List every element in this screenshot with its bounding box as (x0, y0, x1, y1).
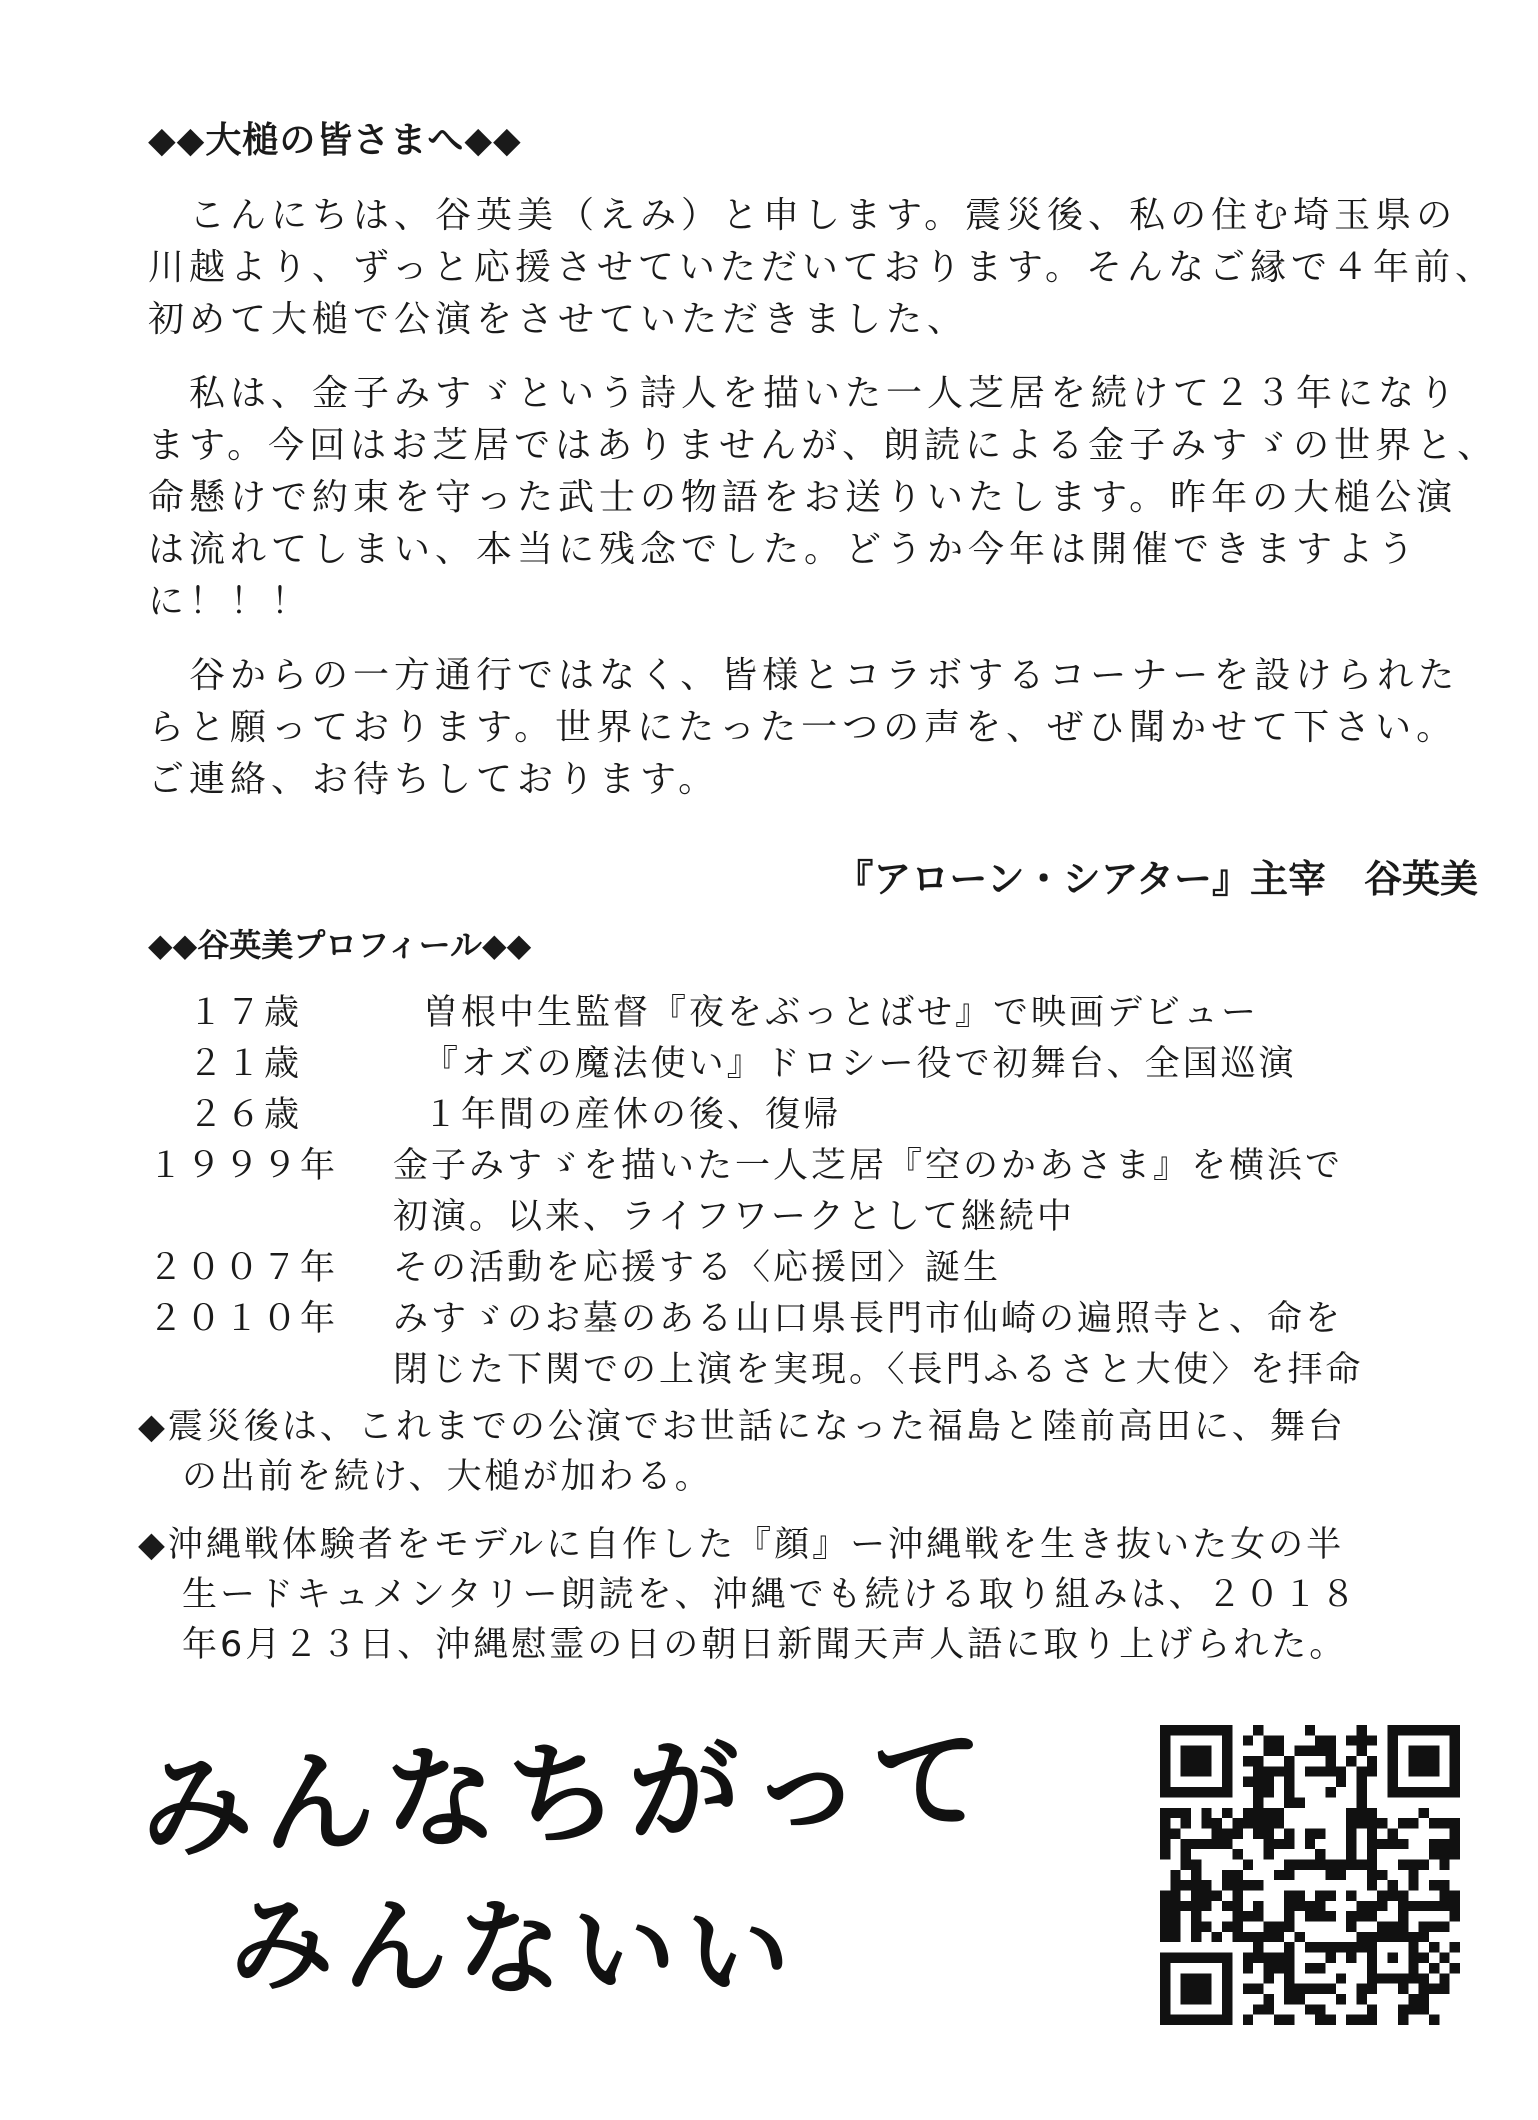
paragraph-line: に！！！ (148, 581, 313, 622)
performance-paragraph (148, 368, 1499, 628)
paragraph-line: ご連絡、お待ちしております。 (148, 759, 720, 800)
profile-row (148, 1036, 1488, 1087)
paragraph-line: こんにちは、谷英美（えみ）と申します。震災後、私の住む埼玉県の (148, 195, 1458, 236)
profile-text: みすゞのお墓のある山口県長門市仙崎の遍照寺と、命を (393, 1299, 1344, 1339)
greeting-heading: ◆◆大槌の皆さまへ◆◆ (148, 120, 522, 161)
profile-text: １年間の産休の後、復帰 (423, 1095, 842, 1135)
profile-text: その活動を応援する〈応援団〉誕生 (393, 1248, 1002, 1288)
profile-year: ２６歳 (188, 1095, 303, 1135)
paragraph-line: 初めて大槌で公演をさせていただきました、 (148, 299, 969, 340)
profile-text: 閉じた下関での上演を実現。〈長門ふるさと大使〉を拝命 (393, 1350, 1364, 1390)
profile-year: ２００７年 (148, 1248, 339, 1288)
paragraph-line: 私は、金子みすゞという詩人を描いた一人芝居を続けて２３年になり (148, 373, 1461, 414)
profile-list (148, 985, 1488, 1393)
paragraph-line: ます。今回はお芝居ではありませんが、朗読による金子みすゞの世界と、 (148, 425, 1499, 466)
paragraph-line: 川越より、ずっと応援させていただいております。そんなご縁で４年前、 (148, 247, 1496, 288)
bullet-okinawa (138, 1520, 1488, 1670)
profile-text: 『オズの魔法使い』ドロシー役で初舞台、全国巡演 (423, 1044, 1297, 1084)
profile-row (148, 1189, 1488, 1240)
profile-row (148, 1240, 1488, 1291)
profile-year: １９９９年 (148, 1146, 339, 1186)
profile-row (148, 1342, 1488, 1393)
bullet-line: ◆震災後は、これまでの公演でお世話になった福島と陸前高田に、舞台 (138, 1407, 1346, 1447)
bullet-line: の出前を続け、大槌が加わる。 (182, 1457, 713, 1497)
profile-year: ２０１０年 (148, 1299, 339, 1339)
bullet-line: ◆沖縄戦体験者をモデルに自作した『顔』ー沖縄戦を生き抜いた女の半 (138, 1525, 1345, 1565)
profile-text: 初演。以来、ライフワークとして継続中 (393, 1197, 1075, 1237)
collaboration-paragraph (148, 650, 1478, 806)
profile-text: 曽根中生監督『夜をぶっとばせ』で映画デビュー (423, 993, 1260, 1033)
signature: 『アローン・シアター』主宰 谷英美 (835, 857, 1478, 901)
bullet-line: 生ードキュメンタリー朗読を、沖縄でも続ける取り組みは、２０１８ (182, 1575, 1359, 1615)
qr-code-icon (1160, 1725, 1460, 2025)
slogan-line-1: みんなちがって (138, 1714, 997, 1875)
profile-year: ２１歳 (188, 1044, 303, 1084)
profile-row (148, 985, 1488, 1036)
paragraph-line: 谷からの一方通行ではなく、皆様とコラボするコーナーを設けられた (148, 655, 1460, 696)
bullet-disaster (138, 1402, 1488, 1502)
profile-year: １７歳 (188, 993, 303, 1033)
paragraph-line: らと願っております。世界にたった一つの声を、ぜひ聞かせて下さい。 (148, 707, 1458, 748)
profile-row (148, 1291, 1488, 1342)
slogan-line-2: みんないい (228, 1882, 801, 2015)
paragraph-line: は流れてしまい、本当に残念でした。どうか今年は開催できますよう (148, 529, 1420, 570)
greeting-paragraph (148, 190, 1496, 346)
paragraph-line: 命懸けで約束を守った武士の物語をお送りいたします。昨年の大槌公演 (148, 477, 1458, 518)
bullet-line: 年6月２３日、沖縄慰霊の日の朝日新聞天声人語に取り上げられた。 (182, 1625, 1348, 1665)
profile-heading: ◆◆谷英美プロフィール◆◆ (148, 926, 532, 964)
profile-row (148, 1087, 1488, 1138)
profile-text: 金子みすゞを描いた一人芝居『空のかあさま』を横浜で (393, 1146, 1344, 1186)
profile-row (148, 1138, 1488, 1189)
